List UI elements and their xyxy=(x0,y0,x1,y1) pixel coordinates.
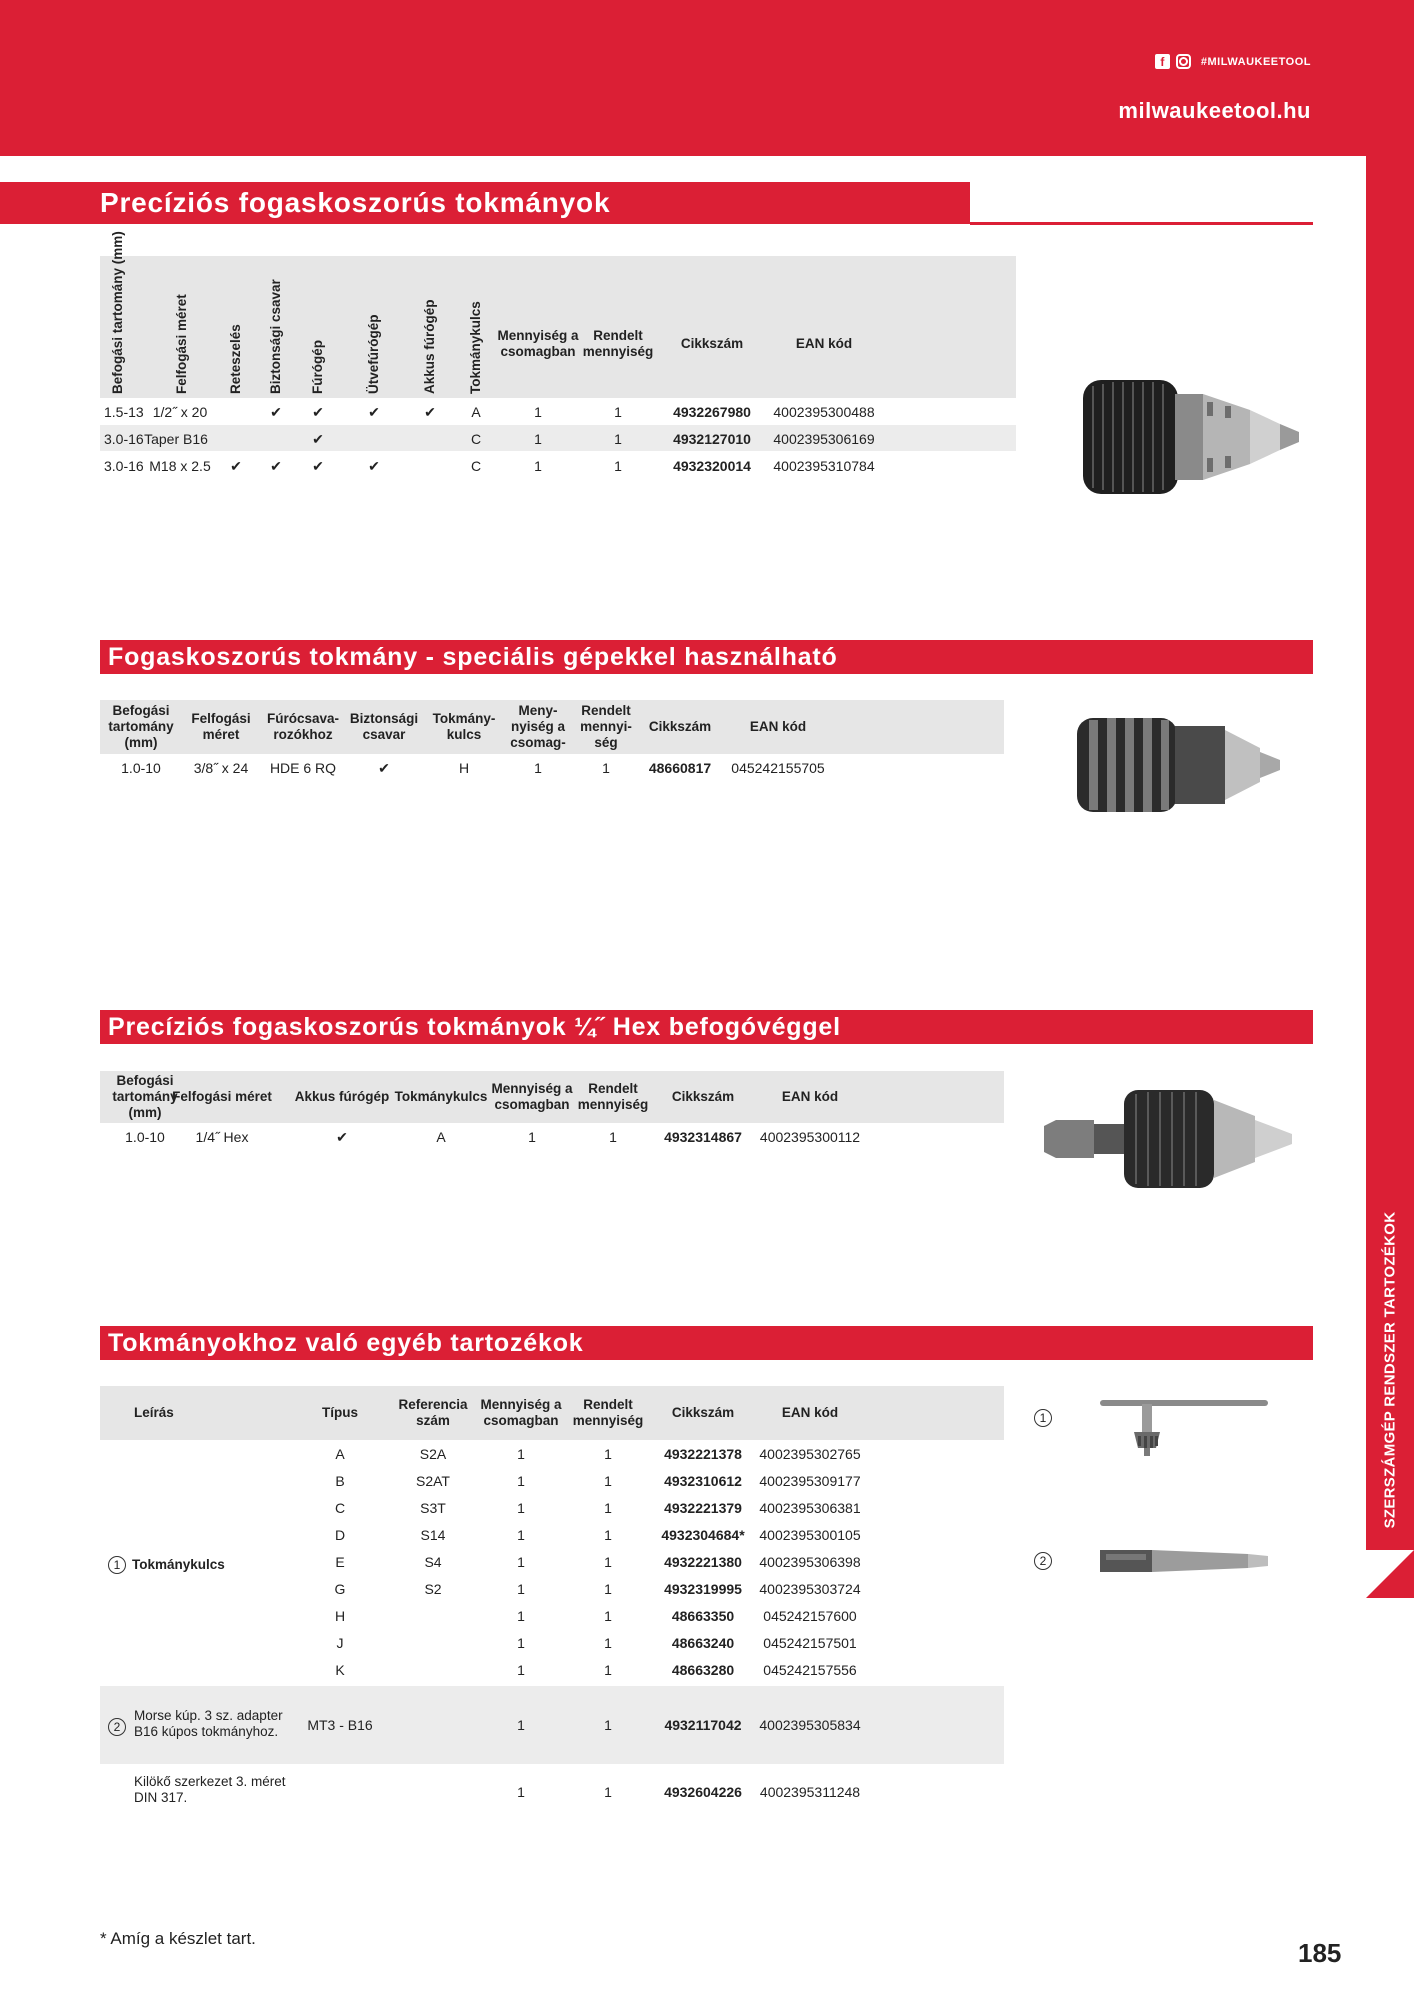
image-marker-2: 2 xyxy=(1034,1552,1052,1570)
header-ean: EAN kód xyxy=(781,1089,839,1104)
instagram-icon[interactable] xyxy=(1176,54,1191,69)
hex-chuck-image xyxy=(1040,1084,1300,1194)
header-order: Rendelt mennyiség xyxy=(572,1397,644,1428)
row-stripe xyxy=(100,425,1016,451)
special-chuck-image xyxy=(1075,708,1290,822)
header-ean: EAN kód xyxy=(795,336,853,351)
hashtag: #MILWAUKEETOOL xyxy=(1200,55,1311,68)
section3-title: Precíziós fogaskoszorús tokmányok ¼˝ Hex befogóvéggel xyxy=(100,1010,1313,1044)
header-order: Rendelt mennyi-ség xyxy=(580,703,632,750)
header-size: Felfogási méret xyxy=(172,1089,272,1104)
header-description: Leírás xyxy=(134,1405,174,1420)
header-article: Cikkszám xyxy=(680,336,744,351)
header-key: Tokmánykulcs xyxy=(468,301,483,394)
header-driver: Fúrócsava-rozókhoz xyxy=(266,711,340,742)
footnote: * Amíg a készlet tart. xyxy=(100,1929,256,1948)
sidebar-label: SZERSZÁMGÉP RENDSZER TARTOZÉKOK xyxy=(1381,1211,1399,1529)
website-url[interactable]: milwaukeetool.hu xyxy=(1118,98,1311,123)
header-ean: EAN kód xyxy=(749,719,807,734)
marker-1: 1 xyxy=(108,1556,126,1574)
header-article: Cikkszám xyxy=(671,1089,735,1104)
header-size: Felfogási méret xyxy=(191,711,251,742)
header-range: Befogási tartomány (mm) xyxy=(110,231,125,394)
image-marker-1: 1 xyxy=(1034,1409,1052,1427)
header-qty: Mennyiség a csomagban xyxy=(497,328,579,359)
section1-title: Precíziós fogaskoszorús tokmányok xyxy=(0,182,970,224)
header-safety: Biztonsági csavar xyxy=(268,279,283,394)
header-impact: Ütvefúrógép xyxy=(366,314,381,394)
marker-2: 2 xyxy=(108,1718,126,1736)
header-lock: Reteszelés xyxy=(228,324,243,394)
section1-underline xyxy=(970,222,1313,225)
header-qty: Mennyiség a csomagban xyxy=(491,1081,573,1112)
header-article: Cikkszám xyxy=(648,719,712,734)
facebook-icon[interactable]: f xyxy=(1155,54,1170,69)
header-safety: Biztonsági csavar xyxy=(349,711,419,742)
header-range: Befogási tartomány (mm) xyxy=(112,1073,178,1120)
header-ean: EAN kód xyxy=(781,1405,839,1420)
header-bar xyxy=(0,0,1414,156)
header-type: Típus xyxy=(322,1405,358,1420)
header-size: Felfogási méret xyxy=(174,294,189,394)
group-label-chuck-key: 1 Tokmánykulcs xyxy=(108,1556,225,1574)
sidebar-tip xyxy=(1366,1550,1414,1598)
header-ref: Referencia szám xyxy=(398,1397,468,1428)
header-article: Cikkszám xyxy=(671,1405,735,1420)
keyed-chuck-image xyxy=(1075,372,1315,502)
section4-title: Tokmányokhoz való egyéb tartozékok xyxy=(100,1326,1313,1360)
header-qty: Meny-nyiség a csomag- xyxy=(510,703,566,750)
header-cordless: Akkus fúrógép xyxy=(422,299,437,394)
header-key: Tokmány-kulcs xyxy=(432,711,496,742)
header-key: Tokmánykulcs xyxy=(394,1089,488,1104)
header-range: Befogási tartomány (mm) xyxy=(108,703,174,750)
header-cordless: Akkus fúrógép xyxy=(294,1089,390,1104)
morse-adapter-image xyxy=(1098,1544,1270,1578)
header-qty: Mennyiség a csomagban xyxy=(480,1397,562,1428)
chuck-key-image xyxy=(1098,1394,1270,1460)
header-order: Rendelt mennyiség xyxy=(582,328,654,359)
social-links xyxy=(1155,54,1311,69)
header-drill: Fúrógép xyxy=(310,340,325,394)
header-order: Rendelt mennyiség xyxy=(577,1081,649,1112)
page-number: 185 xyxy=(1298,1938,1342,1968)
section2-title: Fogaskoszorús tokmány - speciális gépekkel használható xyxy=(100,640,1313,674)
